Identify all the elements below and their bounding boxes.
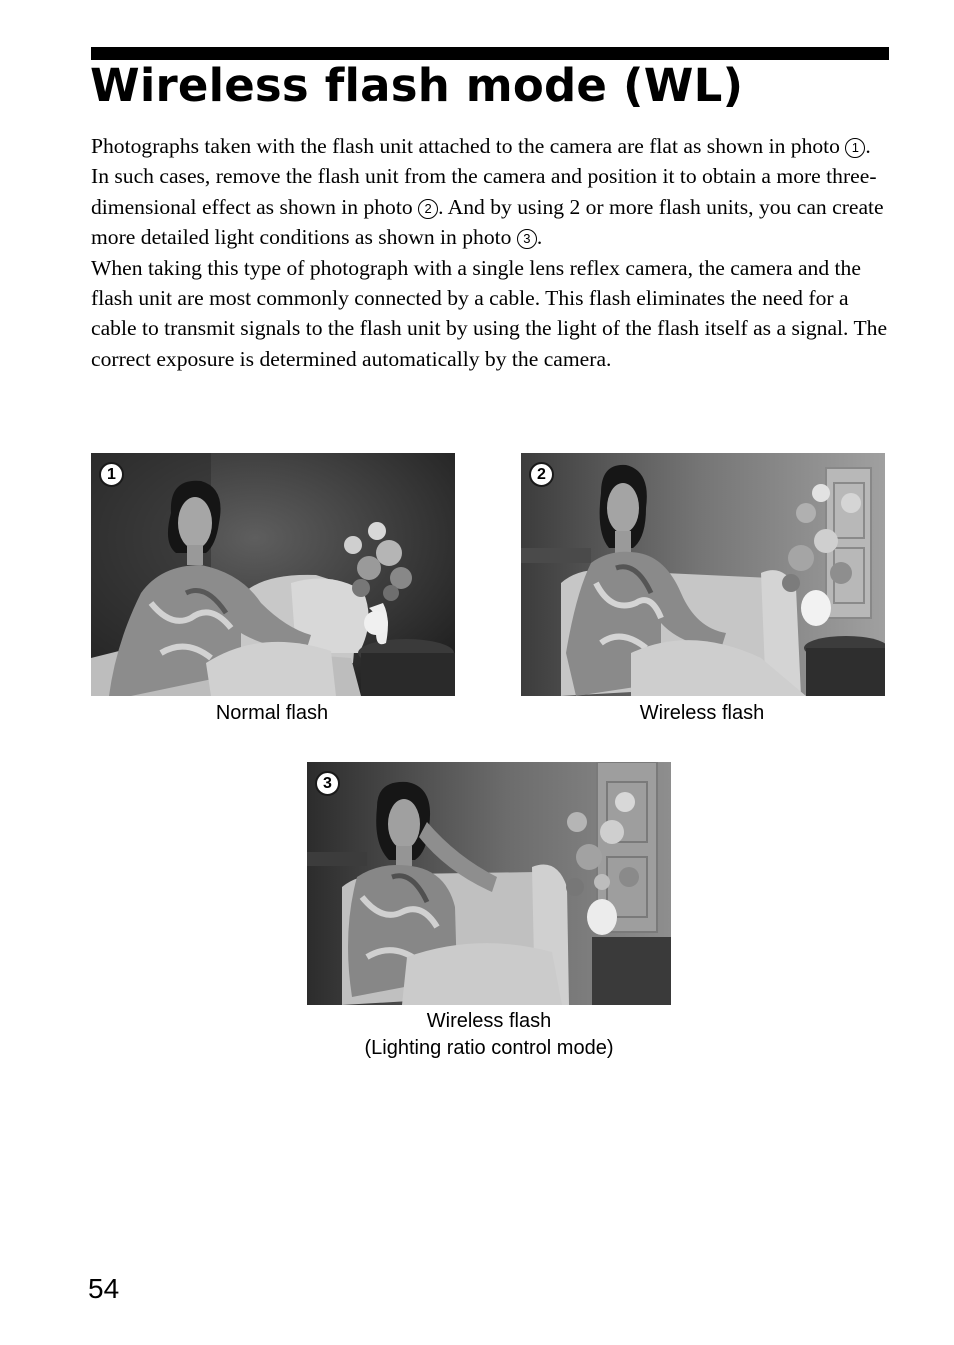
page-title: Wireless flash mode (WL) bbox=[90, 59, 744, 112]
photo-2-marker: 2 bbox=[418, 199, 438, 219]
photo-1-image bbox=[91, 453, 455, 696]
photo-lighting-ratio bbox=[307, 762, 671, 1005]
photo-3-marker: 3 bbox=[517, 229, 537, 249]
photo-2-image bbox=[521, 453, 885, 696]
photo-2-caption: Wireless flash bbox=[639, 702, 765, 724]
photo-2-number: 2 bbox=[529, 462, 554, 487]
photo-1-marker: 1 bbox=[845, 138, 865, 158]
photo-wireless-flash bbox=[521, 453, 885, 696]
explanation-paragraph: When taking this type of photograph with a single lens reflex camera, the camera and the flash unit are most commonly connected by a cable. This flash eliminates the need for a cable to transmit signals to the flash unit by using the light of the flash itself as a signal. The correct exposure is determined automatically by the camera. bbox=[91, 255, 888, 371]
photo-normal-flash bbox=[91, 453, 455, 696]
photo-3-caption bbox=[307, 1008, 671, 1062]
photo-3-caption-line1: Wireless flash bbox=[426, 1010, 552, 1032]
body-text bbox=[91, 131, 891, 374]
photo-1-caption: Normal flash bbox=[215, 702, 329, 724]
photo-1-number: 1 bbox=[99, 462, 124, 487]
photo-3-number: 3 bbox=[315, 771, 340, 796]
intro-text-2: . In such cases, remove the flash unit from the camera and position it to obtain a more three-dimensional effect as shown in photo bbox=[91, 134, 877, 219]
page-number: 54 bbox=[88, 1273, 120, 1304]
intro-text-3: . And by using 2 or more flash units, you can create more detailed light conditions as shown in photo bbox=[91, 194, 884, 250]
intro-paragraph bbox=[91, 131, 891, 253]
photo-3-caption-line2: (Lighting ratio control mode) bbox=[364, 1037, 614, 1059]
photo-3-image bbox=[307, 762, 671, 1005]
intro-text-1: Photographs taken with the flash unit attached to the camera are flat as shown in photo bbox=[91, 134, 846, 158]
intro-text-4: . bbox=[536, 225, 543, 250]
